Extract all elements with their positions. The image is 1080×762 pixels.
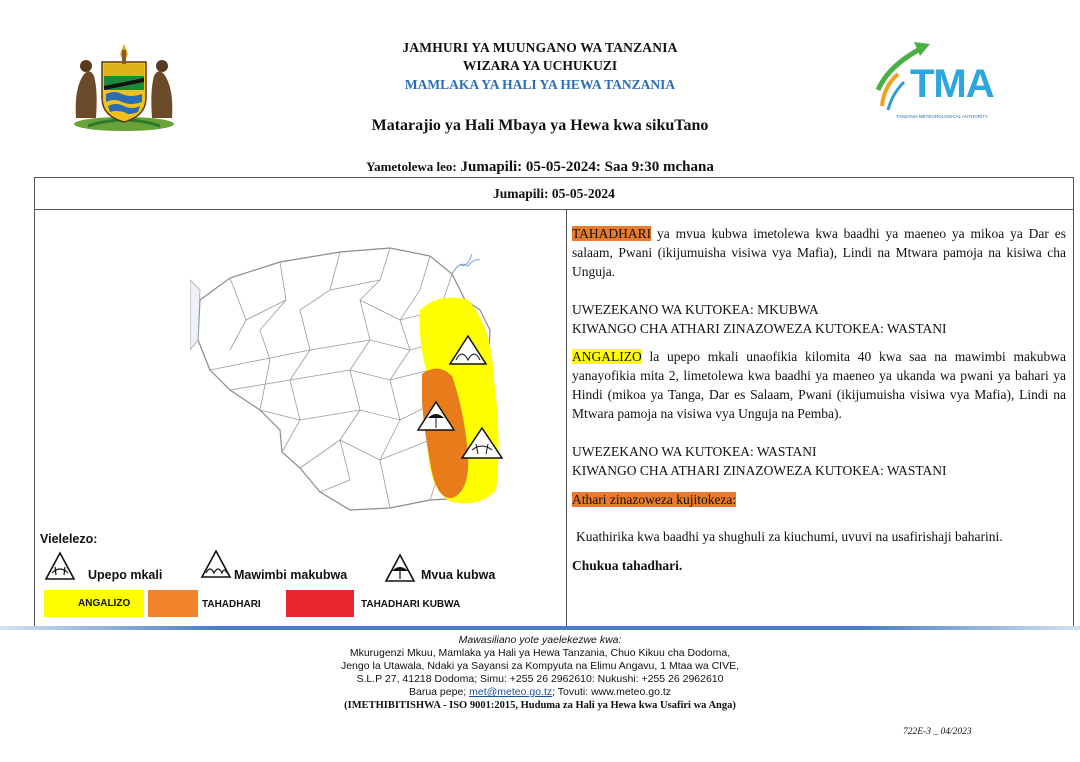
tahadhari-kubwa-label: TAHADHARI KUBWA [361, 599, 461, 610]
impacts-heading: Athari zinazoweza kujitokeza: [572, 492, 737, 507]
waves-icon [200, 549, 232, 579]
email-label: Barua pepe; [408, 686, 470, 698]
footer-divider [0, 626, 1080, 630]
column-divider [566, 209, 567, 630]
warning-1-impact: KIWANGO CHA ATHARI ZINAZOWEZA KUTOKEA: WASTANI [572, 321, 947, 336]
legend-title: Vielelezo: [40, 532, 98, 546]
header-authority: MAMLAKA YA HALI YA HEWA TANZANIA [404, 77, 676, 92]
document-title: Matarajio ya Hali Mbaya ya Hewa kwa sikuTano [371, 117, 709, 134]
header-ministry: WIZARA YA UCHUKUZI [462, 58, 618, 73]
legend-wind-label: Upepo mkali [88, 568, 163, 582]
email-link[interactable]: met@meteo.go.tz [469, 686, 553, 698]
warning-2-likelihood: UWEZEKANO WA KUTOKEA: WASTANI [572, 444, 817, 459]
angalizo-tag: ANGALIZO [572, 349, 642, 364]
header-republic: JAMHURI YA MUUNGANO WA TANZANIA [402, 40, 678, 55]
wind-icon [44, 551, 76, 581]
website-text: ; Tovuti: www.meteo.go.tz [552, 686, 672, 698]
footer-line-2: Jengo la Utawala, Ndaki ya Sayansi za Kompyuta na Elimu Angavu, 1 Mtaa wa CIVE, [340, 660, 740, 672]
footer-line-3: S.L.P 27, 41218 Dodoma; Simu: +255 26 2962610: Nukushi: +255 26 2962610 [356, 673, 724, 685]
legend-rain-label: Mvua kubwa [421, 568, 496, 582]
tahadhari-kubwa-swatch [286, 590, 354, 617]
warning-1 [572, 224, 1066, 281]
tahadhari-tag: TAHADHARI [572, 226, 652, 241]
warning-2-text: la upepo mkali unaofikia kilomita 40 kwa saa na mawimbi makubwa yanayofikia mita 2, limetolewa kwa baadhi ya maeneo ya ukanda wa pwani ya bahari ya Hindi (mikoa ya Tanga, Dar es Salaam, Pwani (ikijumuisha visiwa vya Mafia), Lindi na Mtwara pamoja na visiwa vya Unguja na Pemba). [572, 349, 1066, 421]
forecast-day: Jumapili: 05-05-2024 [35, 178, 1073, 210]
tahadhari-label: TAHADHARI [202, 599, 261, 610]
footer-contact [0, 686, 1080, 699]
warning-1-likelihood: UWEZEKANO WA KUTOKEA: MKUBWA [572, 302, 819, 317]
warning-text [572, 224, 1066, 575]
tma-logo-text: TMA [910, 62, 994, 106]
tahadhari-swatch [148, 590, 198, 617]
issued-line [0, 159, 1080, 176]
tma-logo-subtext: TANZANIA METEOROLOGICAL AUTHORITY [896, 114, 989, 119]
rain-icon [384, 553, 416, 583]
legend-waves-label: Mawimbi makubwa [234, 568, 348, 582]
form-code: 722E-3 _ 04/2023 [903, 727, 972, 737]
issued-label: Yametolewa leo: [366, 159, 457, 174]
footer-title: Mawasiliano yote yaelekezwe kwa: [458, 634, 622, 646]
footer-line-1: Mkurugenzi Mkuu, Mamlaka ya Hali ya Hewa Tanzania, Chuo Kikuu cha Dodoma, [349, 647, 731, 659]
closing-note: Chukua tahadhari. [572, 558, 683, 573]
issued-value: Jumapili: 05-05-2024: Saa 9:30 mchana [456, 159, 714, 175]
warning-2-impact: KIWANGO CHA ATHARI ZINAZOWEZA KUTOKEA: WASTANI [572, 463, 947, 478]
angalizo-label: ANGALIZO [78, 598, 131, 609]
impacts-text: Kuathirika kwa baadhi ya shughuli za kiuchumi, uvuvi na usafirishaji baharini. [576, 529, 1003, 544]
warning-1-text: ya mvua kubwa imetolewa kwa baadhi ya maeneo ya mikoa ya Dar es salaam, Pwani (ikijumuisha visiwa vya Mafia), Lindi na Mtwara pamoja na kisiwa cha Unguja. [572, 226, 1066, 279]
warning-2 [572, 347, 1066, 423]
tanzania-warning-map [190, 230, 510, 525]
certification: (IMETHIBITISHWA - ISO 9001:2015, Huduma za Hali ya Hewa kwa Usafiri wa Anga) [344, 700, 736, 711]
